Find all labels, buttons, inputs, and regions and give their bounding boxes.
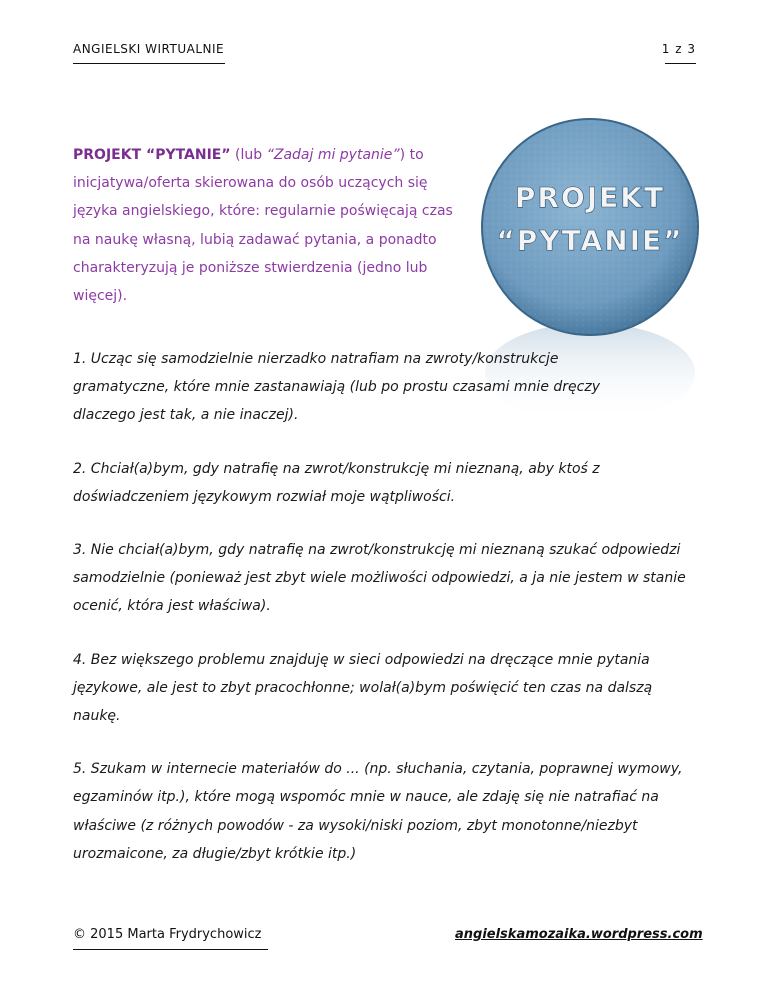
intro-paren-open: (lub [230, 147, 267, 163]
statement-5: 5. Szukam w internecie materiałów do ... (np. słuchania, czytania, poprawnej wymowy, egzaminów itp.), które mogą wspomóc mnie w nauce, ale zdaję się nie natrafiać na właściwe (z różnych powodów - za wysoki/niski poziom, zbyt monotonne/niezbyt urozmaicone, za długie/zbyt krótkie itp.) [73, 761, 683, 862]
statement-3: 3. Nie chciał(a)bym, gdy natrafię na zwrot/konstrukcję mi nieznaną szukać odpowiedzi samodzielnie (ponieważ jest zbyt wiele możliwości odpowiedzi, a ja nie jestem w stanie ocenić, która jest właściwa). [73, 542, 686, 615]
header-title: ANGIELSKI WIRTUALNIE [73, 42, 225, 56]
footer-copyright-underline [73, 949, 268, 950]
footer-copyright: © 2015 Marta Frydrychowicz [73, 927, 262, 942]
logo-line-1: PROJEKT [514, 181, 666, 214]
statement-1: 1. Ucząc się samodzielnie nierzadko natrafiam na zwroty/konstrukcje gramatyczne, które mnie zastanawiają (lub po prostu czasami mnie dręczy dlaczego jest tak, a nie inaczej). [73, 351, 600, 424]
statement-4: 4. Bez większego problemu znajduję w sieci odpowiedzi na dręczące mnie pytania językowe, ale jest to zbyt pracochłonne; wolał(a)bym poświęcić ten czas na dalszą naukę. [73, 651, 653, 725]
page-indicator-underline [665, 63, 696, 64]
logo-line-2: “PYTANIE” [496, 224, 684, 257]
intro-body: to inicjatywa/oferta skierowana do osób uczących się języka angielskiego, które: regularnie poświęcają czas na naukę własną, lubią zadawać pytania, a ponadto charakteryzują je poniższe stwierdzenia (jedno lub więcej). [73, 147, 453, 305]
footer-website-link[interactable]: angielskamozaika.wordpress.com [455, 927, 703, 942]
page-indicator: 1 z 3 [661, 42, 696, 56]
project-title: PROJEKT “PYTANIE” [73, 147, 231, 163]
intro-paren-close: ) [399, 147, 406, 163]
statement-2: 2. Chciał(a)bym, gdy natrafię na zwrot/konstrukcję mi nieznaną, aby ktoś z doświadczeniem językowym rozwiał moje wątpliwości. [73, 460, 600, 505]
header-title-underline [73, 63, 225, 64]
alt-project-name: “Zadaj mi pytanie” [266, 147, 400, 163]
statement-list [73, 345, 703, 893]
intro-paragraph [73, 141, 453, 310]
